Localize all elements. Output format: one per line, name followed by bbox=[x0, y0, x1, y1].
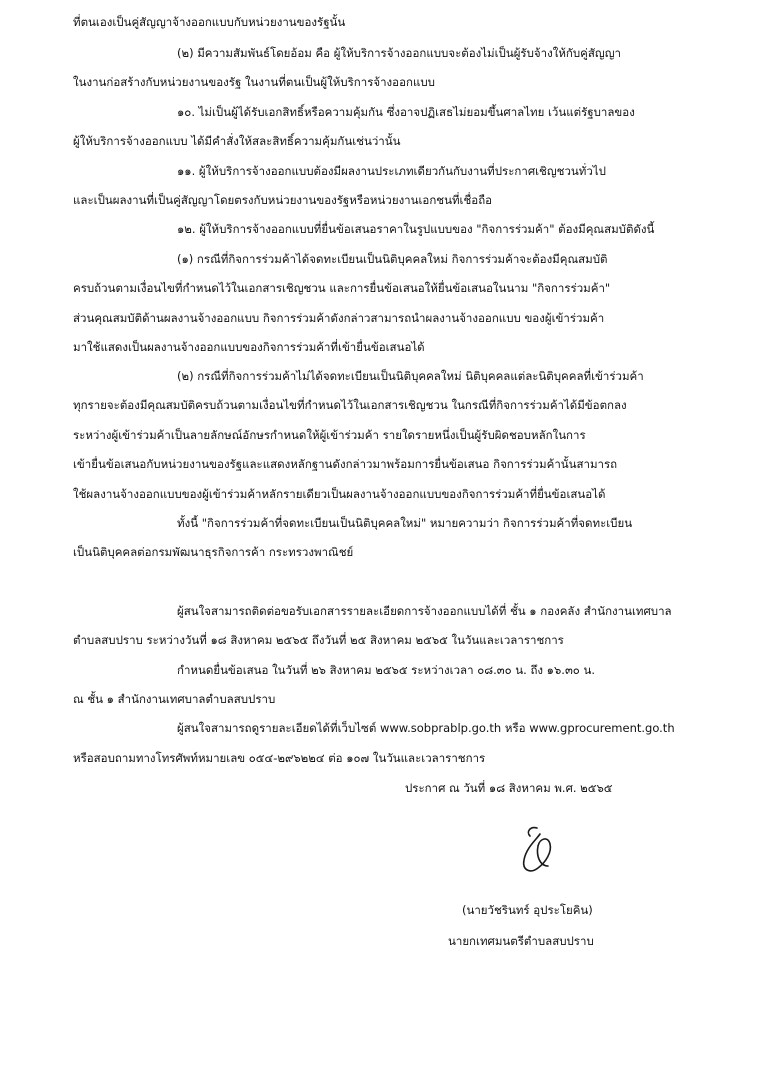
announcement-date: ประกาศ ณ วันที่ ๑๘ สิงหาคม พ.ศ. ๒๕๖๕ bbox=[405, 781, 613, 795]
signer-position: นายกเทศมนตรีตำบลสบปราบ bbox=[448, 934, 594, 948]
signature-icon bbox=[500, 822, 570, 884]
body-line: ทั้งนี้ "กิจการร่วมค้าที่จดทะเบียนเป็นนิติบุคคลใหม่" หมายความว่า กิจการร่วมค้าที่จดทะเบียน bbox=[177, 516, 633, 530]
body-line: ผู้สนใจสามารถติดต่อขอรับเอกสารรายละเอียดการจ้างออกแบบได้ที่ ชั้น ๑ กองคลัง สำนักงานเทศบาล bbox=[177, 604, 672, 618]
body-line: ๑๒. ผู้ให้บริการจ้างออกแบบที่ยื่นข้อเสนอราคาในรูปแบบของ "กิจการร่วมค้า" ต้องมีคุณสมบัติดังนี้ bbox=[177, 222, 655, 236]
body-line: ผู้ให้บริการจ้างออกแบบ ได้มีคำสั่งให้สละสิทธิ์ความคุ้มกันเช่นว่านั้น bbox=[73, 134, 401, 148]
signer-name: (นายวัชรินทร์ อุประโยคิน) bbox=[462, 903, 593, 917]
body-line: ๑๑. ผู้ให้บริการจ้างออกแบบต้องมีผลงานประเภทเดียวกันกับงานที่ประกาศเชิญชวนทั่วไป bbox=[177, 164, 606, 178]
body-line: และเป็นผลงานที่เป็นคู่สัญญาโดยตรงกับหน่วยงานของรัฐหรือหน่วยงานเอกชนที่เชื่อถือ bbox=[73, 193, 493, 207]
body-line: ในงานก่อสร้างกับหน่วยงานของรัฐ ในงานที่ตนเป็นผู้ให้บริการจ้างออกแบบ bbox=[73, 75, 435, 89]
body-line: ทุกรายจะต้องมีคุณสมบัติครบถ้วนตามเงื่อนไขที่กำหนดไว้ในเอกสารเชิญชวน ในกรณีที่กิจการร่วมค้าได้มีข้อตกลง bbox=[73, 398, 627, 412]
body-line: ผู้สนใจสามารถดูรายละเอียดได้ที่เว็บไซต์ www.sobprablp.go.th หรือ www.gprocurement.go.th bbox=[177, 721, 675, 735]
body-line: ใช้ผลงานจ้างออกแบบของผู้เข้าร่วมค้าหลักรายเดียวเป็นผลงานจ้างออกแบบของกิจการร่วมค้าที่ยื่นข้อเสนอได้ bbox=[73, 487, 606, 501]
body-line: ณ ชั้น ๑ สำนักงานเทศบาลตำบลสบปราบ bbox=[73, 692, 276, 706]
body-line: มาใช้แสดงเป็นผลงานจ้างออกแบบของกิจการร่วมค้าที่เข้ายื่นข้อเสนอได้ bbox=[73, 340, 425, 354]
body-line: เข้ายื่นข้อเสนอกับหน่วยงานของรัฐและแสดงหลักฐานดังกล่าวมาพร้อมการยื่นข้อเสนอ กิจการร่วมค้านั้นสามารถ bbox=[73, 457, 618, 471]
body-line: ระหว่างผู้เข้าร่วมค้าเป็นลายลักษณ์อักษรกำหนดให้ผู้เข้าร่วมค้า รายใดรายหนึ่งเป็นผู้รับผิดชอบหลักในการ bbox=[73, 428, 586, 442]
body-line: ที่ตนเองเป็นคู่สัญญาจ้างออกแบบกับหน่วยงานของรัฐนั้น bbox=[73, 15, 346, 29]
body-line: เป็นนิติบุคคลต่อกรมพัฒนาธุรกิจการค้า กระทรวงพาณิชย์ bbox=[73, 545, 354, 559]
body-line: ครบถ้วนตามเงื่อนไขที่กำหนดไว้ในเอกสารเชิญชวน และการยื่นข้อเสนอให้ยื่นข้อเสนอในนาม "กิจการร่วมค้า" bbox=[73, 281, 611, 295]
body-line: ตำบลสบปราบ ระหว่างวันที่ ๑๘ สิงหาคม ๒๕๖๕ ถึงวันที่ ๒๕ สิงหาคม ๒๕๖๕ ในวันและเวลาราชการ bbox=[73, 633, 564, 647]
body-line: ๑๐. ไม่เป็นผู้ได้รับเอกสิทธิ์หรือความคุ้มกัน ซึ่งอาจปฏิเสธไม่ยอมขึ้นศาลไทย เว้นแต่รัฐบาลของ bbox=[177, 105, 635, 119]
body-line: ส่วนคุณสมบัติด้านผลงานจ้างออกแบบ กิจการร่วมค้าดังกล่าวสามารถนำผลงานจ้างออกแบบ ของผู้เข้าร่วมค้า bbox=[73, 311, 605, 325]
body-line: (๒) มีความสัมพันธ์โดยอ้อม คือ ผู้ให้บริการจ้างออกแบบจะต้องไม่เป็นผู้รับจ้างให้กับคู่สัญญา bbox=[177, 46, 621, 60]
body-line: กำหนดยื่นข้อเสนอ ในวันที่ ๒๖ สิงหาคม ๒๕๖๕ ระหว่างเวลา ๐๘.๓๐ น. ถึง ๑๖.๓๐ น. bbox=[177, 663, 595, 677]
body-line: (๒) กรณีที่กิจการร่วมค้าไม่ได้จดทะเบียนเป็นนิติบุคคลใหม่ นิติบุคคลแต่ละนิติบุคคลที่เข้าร่วมค้า bbox=[177, 369, 644, 383]
body-line: หรือสอบถามทางโทรศัพท์หมายเลข ๐๕๔-๒๙๖๒๒๔ ต่อ ๑๐๗ ในวันและเวลาราชการ bbox=[73, 751, 486, 765]
body-line: (๑) กรณีที่กิจการร่วมค้าได้จดทะเบียนเป็นนิติบุคคลใหม่ กิจการร่วมค้าจะต้องมีคุณสมบัติ bbox=[177, 252, 608, 266]
